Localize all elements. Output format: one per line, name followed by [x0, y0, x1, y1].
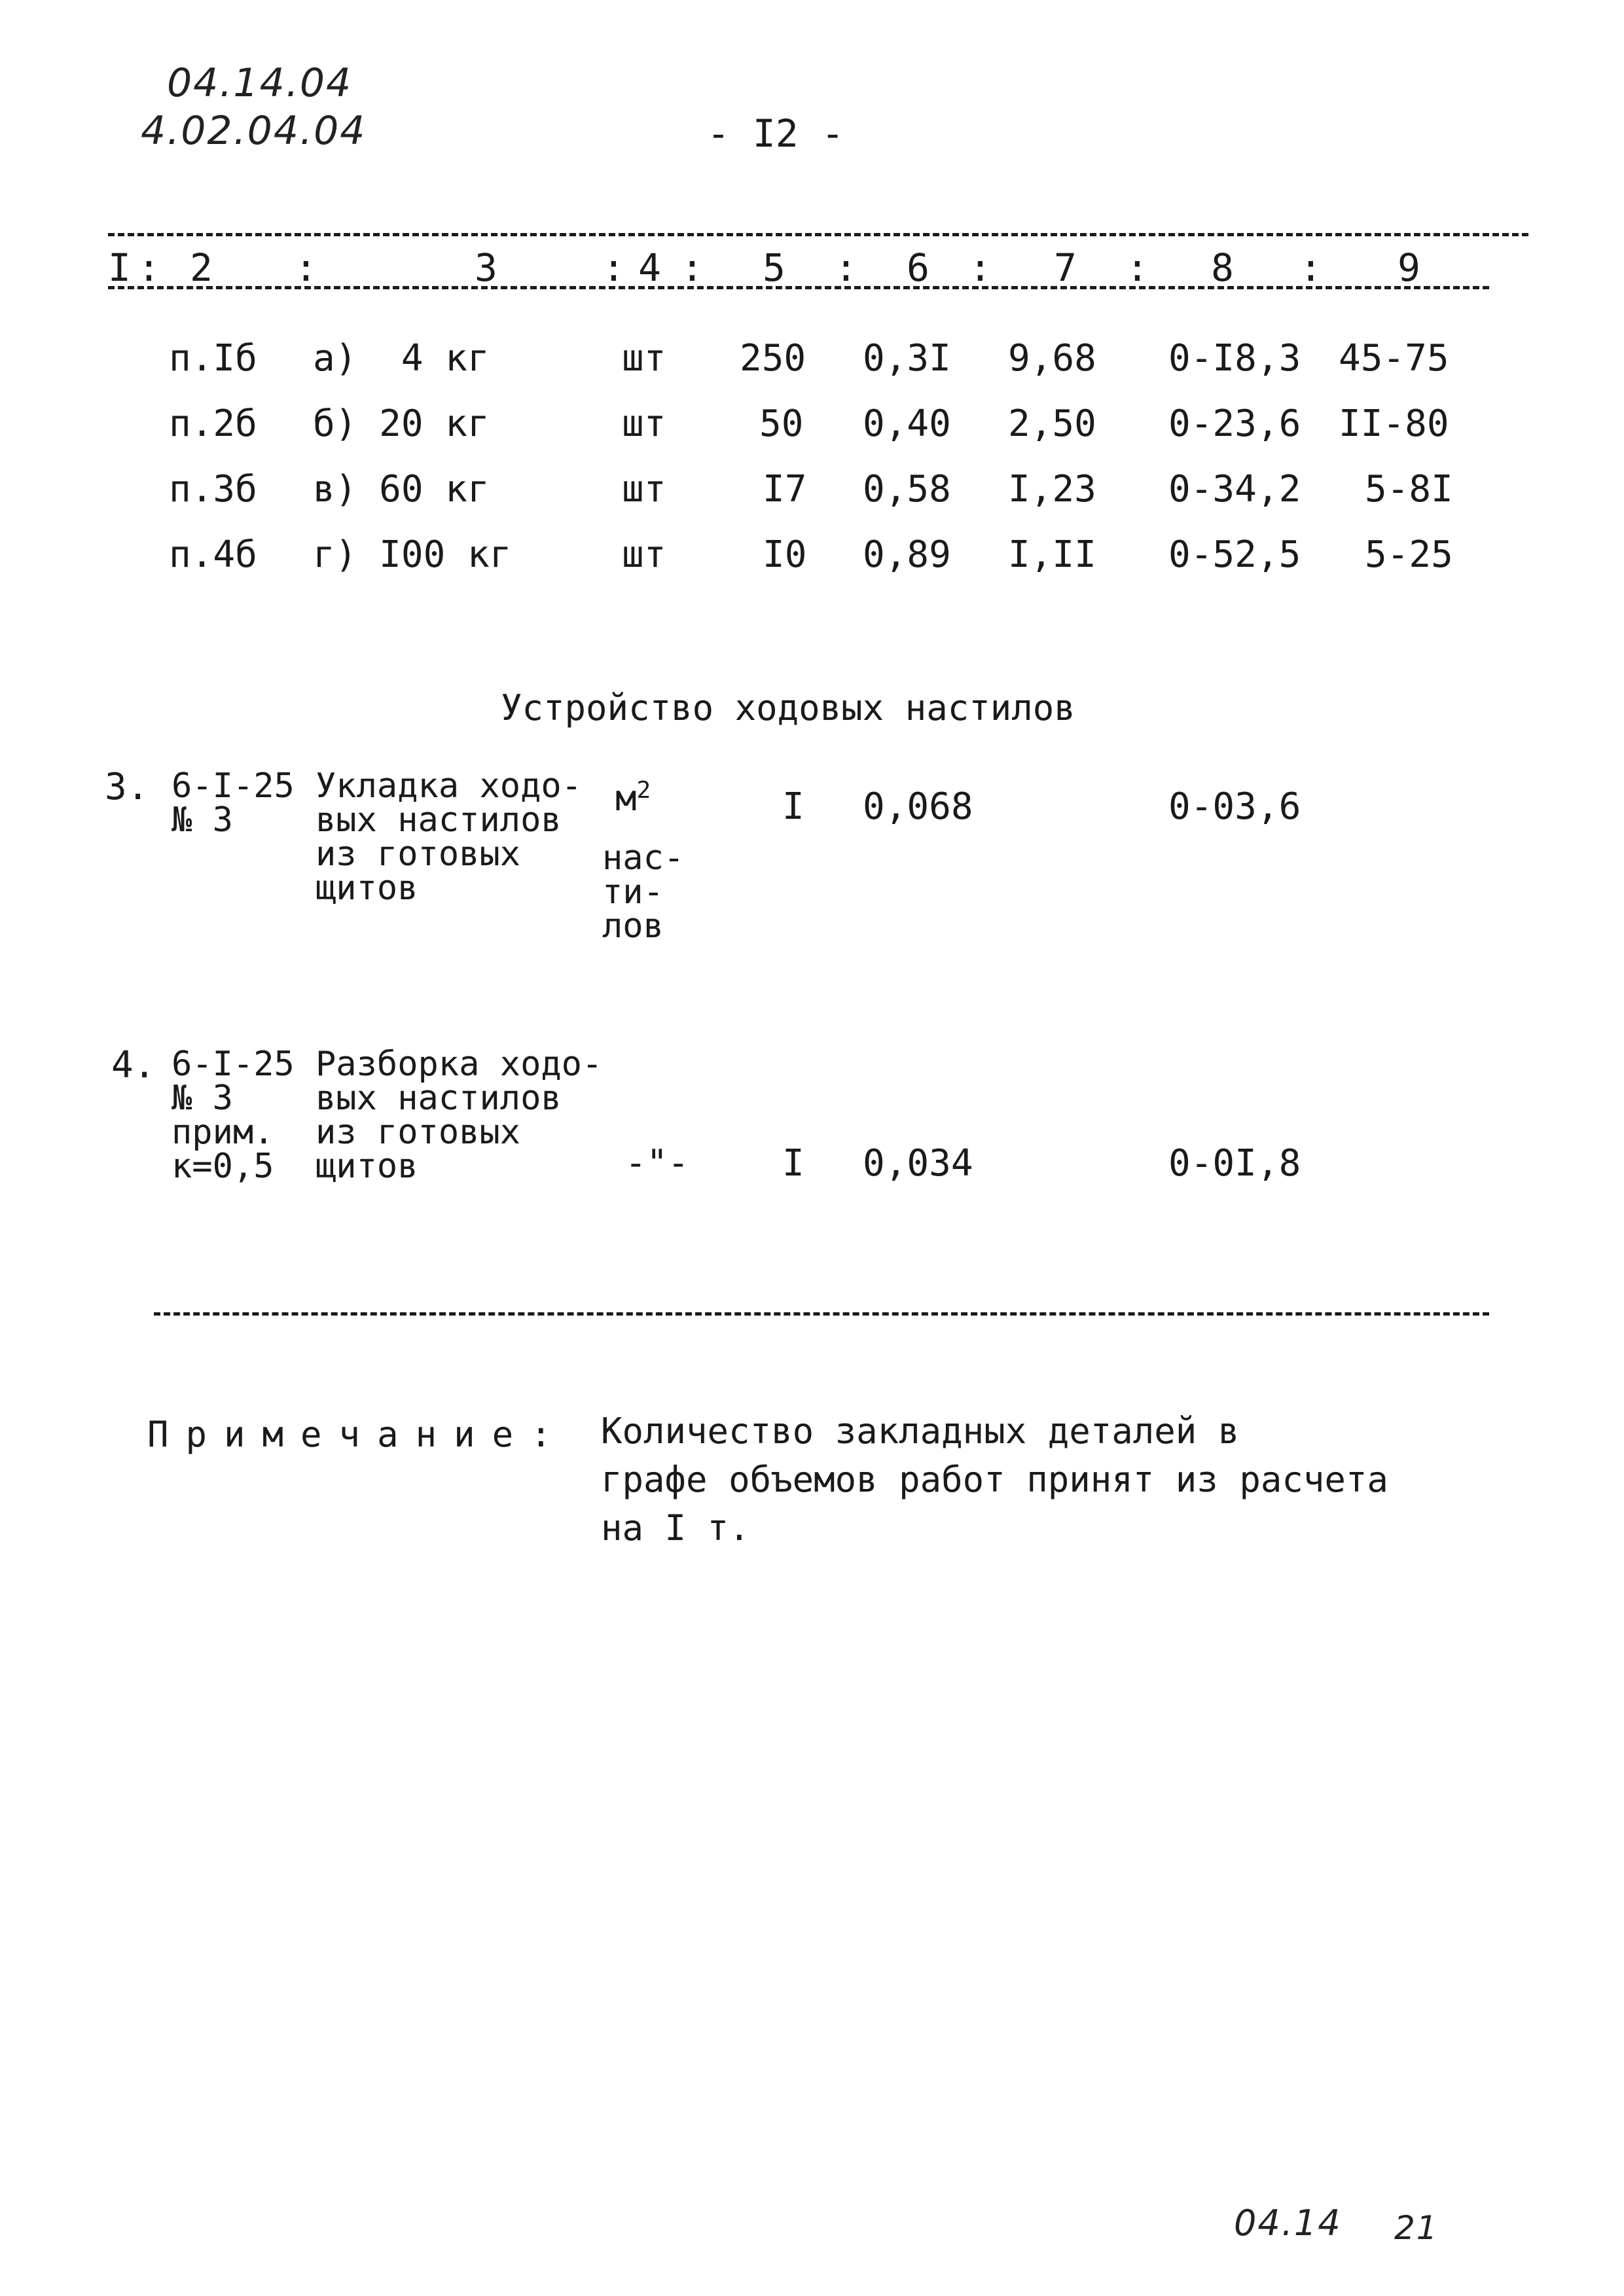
- section-title: Устройство ходовых настилов: [501, 687, 1075, 728]
- entry-code: 6-I-25 № 3: [171, 766, 295, 840]
- row-ref: п.Iб: [169, 337, 257, 380]
- entry-unit: [615, 777, 651, 819]
- entry-col8: 0-03,6: [1168, 785, 1301, 828]
- row-qty: I0: [763, 533, 807, 576]
- entry-col8: 0-0I,8: [1168, 1142, 1301, 1185]
- row-col8: 0-52,5: [1168, 533, 1301, 576]
- column-header-7: 7: [1054, 245, 1077, 290]
- entry-qty: I: [782, 785, 804, 828]
- entry-qty: I: [782, 1142, 804, 1185]
- entry-number: 4.: [111, 1044, 156, 1086]
- handwritten-code-top-2: 4.02.04.04: [141, 108, 367, 154]
- row-unit: шт: [622, 533, 666, 576]
- row-col6: 0,40: [863, 403, 951, 445]
- row-unit: шт: [622, 403, 666, 445]
- row-col6: 0,58: [863, 468, 951, 511]
- row-item: а) 4 кг: [313, 337, 490, 380]
- row-col8: 0-23,6: [1168, 403, 1301, 445]
- row-col6: 0,89: [863, 533, 951, 576]
- entry-col6: 0,068: [863, 785, 973, 828]
- entry-unit: -"-: [625, 1142, 689, 1183]
- row-ref: п.3б: [169, 468, 257, 511]
- table-bottom-divider: [154, 1312, 1489, 1316]
- row-unit: шт: [622, 337, 666, 380]
- column-header-1: I: [108, 245, 131, 290]
- row-qty: 250: [740, 337, 806, 380]
- entry-description: Укладка ходо- вых настилов из готовых щитов: [316, 766, 582, 908]
- handwritten-code-top-1: 04.14.04: [167, 60, 353, 106]
- column-header-8: 8: [1211, 245, 1234, 290]
- row-col9: 5-25: [1365, 533, 1453, 576]
- entry-col6: 0,034: [863, 1142, 973, 1185]
- note-text: Количество закладных деталей в графе объемов работ принят из расчета на I т.: [601, 1410, 1388, 1549]
- entry-number: 3.: [105, 766, 149, 808]
- entry-code: 6-I-25 № 3 прим. к=0,5: [171, 1045, 295, 1186]
- row-qty: I7: [763, 468, 807, 511]
- row-col9: II-80: [1339, 403, 1449, 445]
- row-col9: 45-75: [1339, 337, 1449, 380]
- entry-description: Разборка ходо- вых настилов из готовых щитов: [316, 1045, 603, 1186]
- column-header-4: 4: [638, 245, 661, 290]
- column-header-2: 2: [190, 245, 213, 290]
- row-qty: 50: [759, 403, 804, 445]
- page-number: - I2 -: [707, 111, 844, 156]
- row-ref: п.2б: [169, 403, 257, 445]
- row-item: г) I00 кг: [313, 533, 512, 576]
- header-bottom-divider: [108, 286, 1489, 289]
- column-header-9: 9: [1398, 245, 1420, 290]
- column-header-5: 5: [763, 245, 785, 290]
- entry-unit-main: м: [615, 778, 637, 819]
- row-col7: I,II: [1008, 533, 1096, 576]
- row-col8: 0-I8,3: [1168, 337, 1301, 380]
- row-col9: 5-8I: [1365, 468, 1453, 511]
- handwritten-code-bottom: 04.14: [1234, 2202, 1342, 2244]
- row-item: в) 60 кг: [313, 468, 490, 511]
- entry-unit-detail: нас- ти- лов: [602, 838, 685, 946]
- entry-unit-superscript: 2: [636, 777, 651, 804]
- row-unit: шт: [622, 468, 666, 511]
- column-header-6: 6: [907, 245, 929, 290]
- row-col7: 2,50: [1008, 403, 1096, 445]
- row-col6: 0,3I: [863, 337, 951, 380]
- column-header-3: 3: [475, 245, 497, 290]
- header-top-divider: [108, 233, 1528, 236]
- row-col7: I,23: [1008, 468, 1096, 511]
- handwritten-number-bottom: 21: [1394, 2209, 1439, 2247]
- row-col8: 0-34,2: [1168, 468, 1301, 511]
- note-title: Примечание:: [147, 1414, 569, 1455]
- row-ref: п.4б: [169, 533, 257, 576]
- row-item: б) 20 кг: [313, 403, 490, 445]
- row-col7: 9,68: [1008, 337, 1096, 380]
